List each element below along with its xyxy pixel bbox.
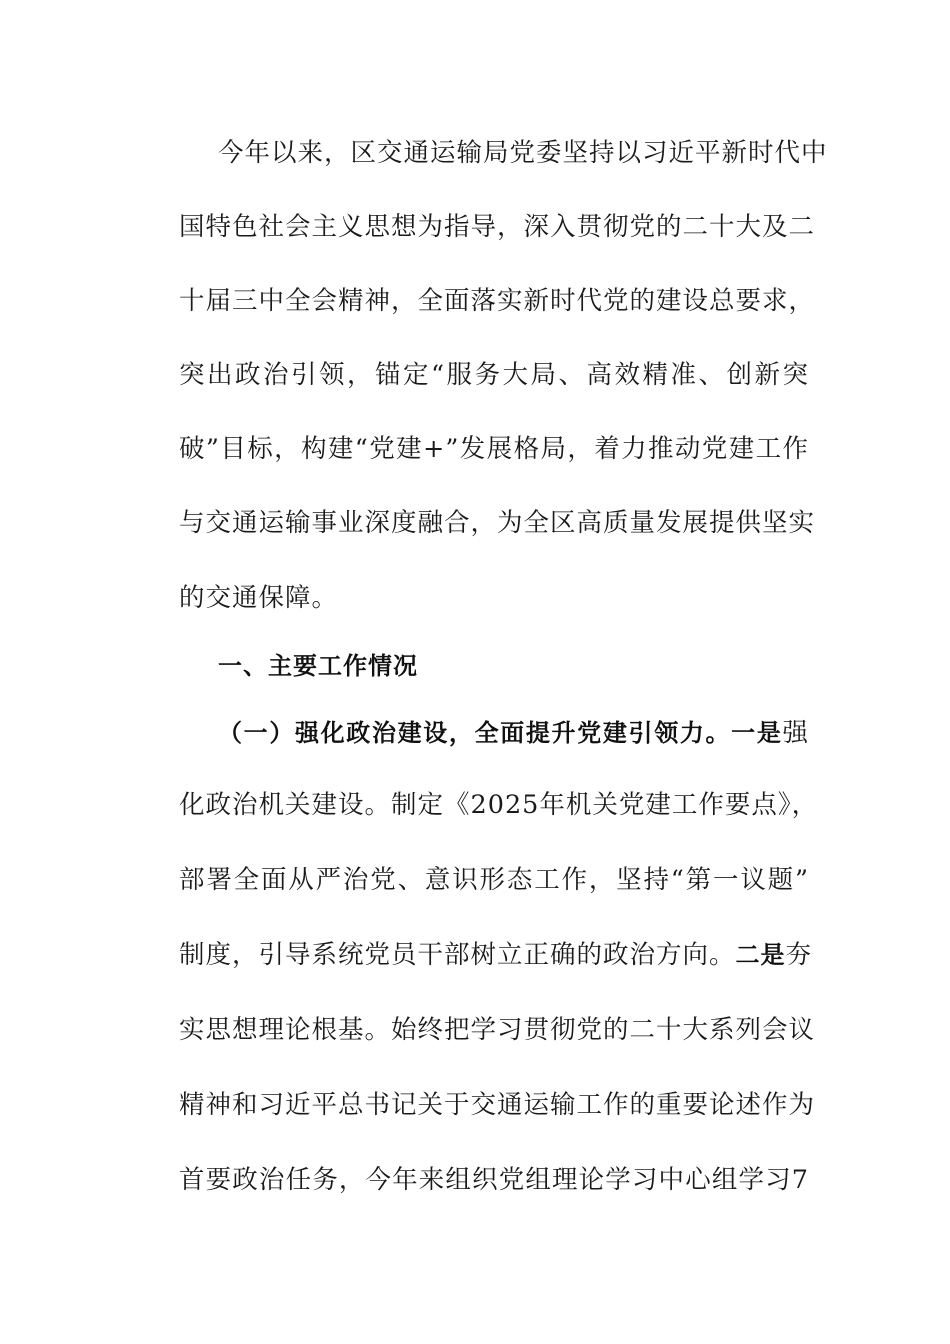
paragraph-line: 国特色社会主义思想为指导，深入贯彻党的二十大及二 (179, 212, 816, 242)
subsection-heading-line (218, 713, 809, 753)
line-head: 制度，引导系统党员干部树立正确的政治方向。 (179, 940, 736, 970)
point-marker: 一是 (731, 719, 783, 747)
paragraph-line: 化政治机关建设。制定《2025年机关党建工作要点》， (179, 790, 819, 820)
paragraph-line: 破”目标，构建“党建+”发展格局，着力推动党建工作 (179, 434, 809, 464)
paragraph-line (179, 935, 813, 975)
paragraph-line: 与交通运输事业深度融合，为全区高质量发展提供坚实 (179, 508, 816, 538)
point-marker: 二是 (735, 941, 786, 969)
paragraph-line: 突出政治引领，锚定“服务大局、高效精准、创新突 (179, 360, 809, 390)
paragraph-line: 精神和习近平总书记关于交通运输工作的重要论述作为 (179, 1090, 816, 1120)
section-heading: 一、主要工作情况 (218, 652, 418, 680)
paragraph-line: 部署全面从严治党、意识形态工作，坚持“第一议题” (179, 865, 809, 895)
line-tail: 强 (782, 718, 810, 748)
paragraph-line: 十届三中全会精神，全面落实新时代党的建设总要求， (179, 286, 816, 316)
line-tail: 夯 (785, 940, 813, 970)
paragraph-line: 实思想理论根基。始终把学习贯彻党的二十大系列会议 (179, 1015, 816, 1045)
paragraph-line: 今年以来，区交通运输局党委坚持以习近平新时代中 (218, 138, 828, 168)
subsection-heading: （一）强化政治建设，全面提升党建引领力。 (218, 719, 732, 747)
paragraph-line: 的交通保障。 (179, 583, 339, 613)
paragraph-line: 首要政治任务，今年来组织党组理论学习中心组学习7 (179, 1165, 809, 1195)
